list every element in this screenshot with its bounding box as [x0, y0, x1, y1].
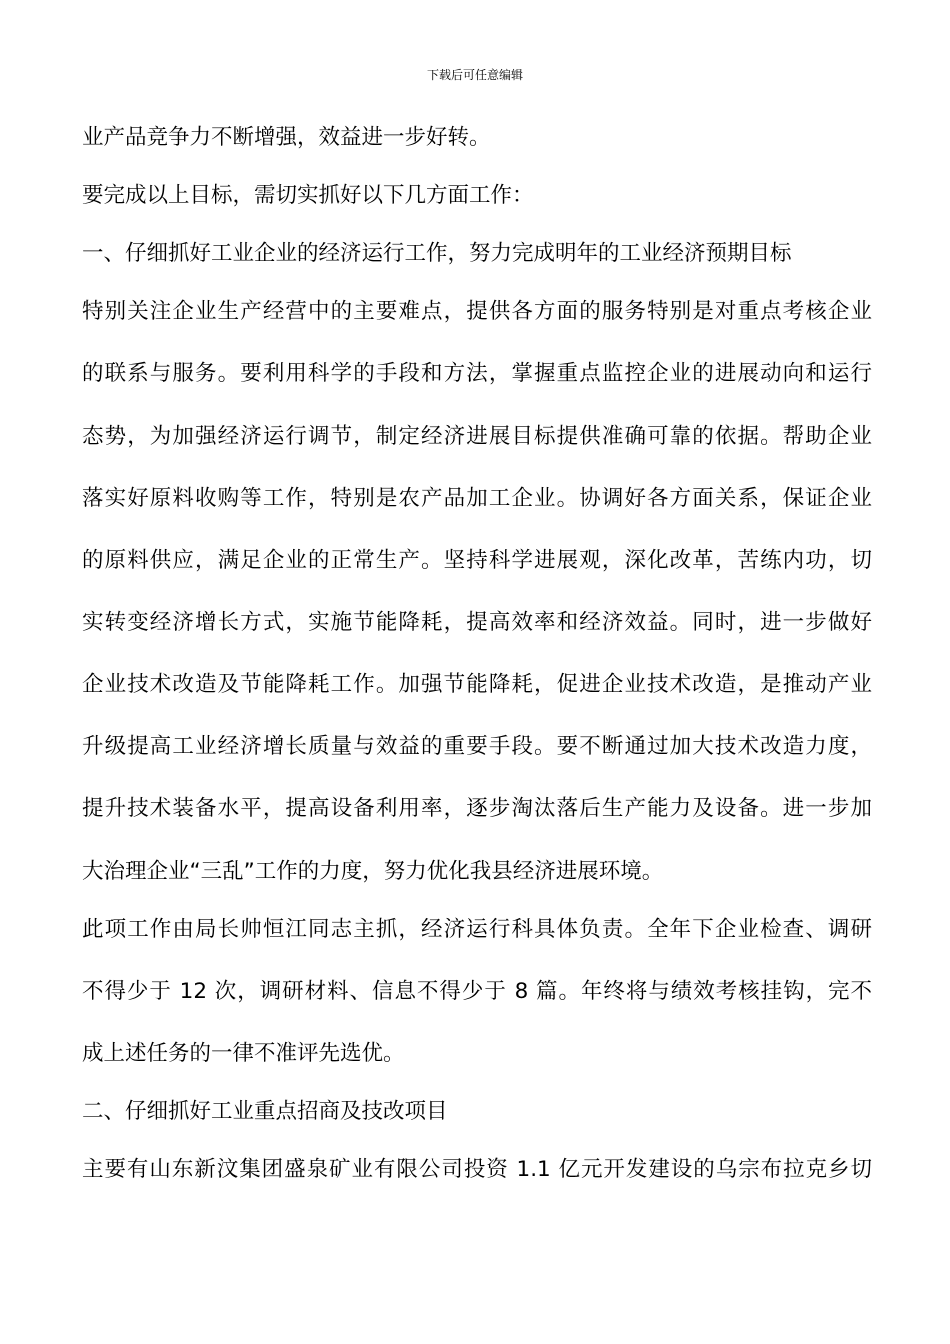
text-line: 业产品竞争力不断增强，效益进一步好转。 — [82, 125, 491, 150]
text-line: 不得少于 12 次，调研材料、信息不得少于 8 篇。年终将与绩效考核挂钩，完不 — [82, 979, 872, 1004]
section-heading: 一、仔细抓好工业企业的经济运行工作，努力完成明年的工业经济预期目标 — [82, 241, 792, 266]
text-line: 成上述任务的一律不准评先选优。 — [82, 1041, 405, 1066]
text-line: 要完成以上目标，需切实抓好以下几方面工作： — [82, 183, 534, 208]
text-line: 实转变经济增长方式，实施节能降耗，提高效率和经济效益。同时，进一步做好 — [82, 610, 872, 635]
text-line: 企业技术改造及节能降耗工作。加强节能降耗，促进企业技术改造，是推动产业 — [82, 672, 872, 697]
text-line: 落实好原料收购等工作，特别是农产品加工企业。协调好各方面关系，保证企业 — [82, 486, 872, 511]
text-line: 升级提高工业经济增长质量与效益的重要手段。要不断通过加大技术改造力度， — [82, 734, 872, 759]
text-line: 特别关注企业生产经营中的主要难点，提供各方面的服务特别是对重点考核企业 — [82, 299, 872, 324]
text-line: 主要有山东新汶集团盛泉矿业有限公司投资 1.1 亿元开发建设的乌宗布拉克乡切 — [82, 1157, 872, 1182]
text-line: 大治理企业“三乱”工作的力度，努力优化我县经济进展环境。 — [82, 859, 664, 884]
download-note: 下载后可任意编辑 — [426, 68, 523, 82]
text-line: 态势，为加强经济运行调节，制定经济进展目标提供准确可靠的依据。帮助企业 — [82, 424, 872, 449]
text-line: 提升技术装备水平，提高设备利用率，逐步淘汰落后生产能力及设备。进一步加 — [82, 796, 872, 821]
text-line: 此项工作由局长帅恒江同志主抓，经济运行科具体负责。全年下企业检查、调研 — [82, 917, 872, 942]
section-heading: 二、仔细抓好工业重点招商及技改项目 — [82, 1099, 448, 1124]
text-line: 的原料供应，满足企业的正常生产。坚持科学进展观，深化改革，苦练内功，切 — [82, 548, 872, 573]
text-line: 的联系与服务。要利用科学的手段和方法，掌握重点监控企业的进展动向和运行 — [82, 361, 872, 386]
